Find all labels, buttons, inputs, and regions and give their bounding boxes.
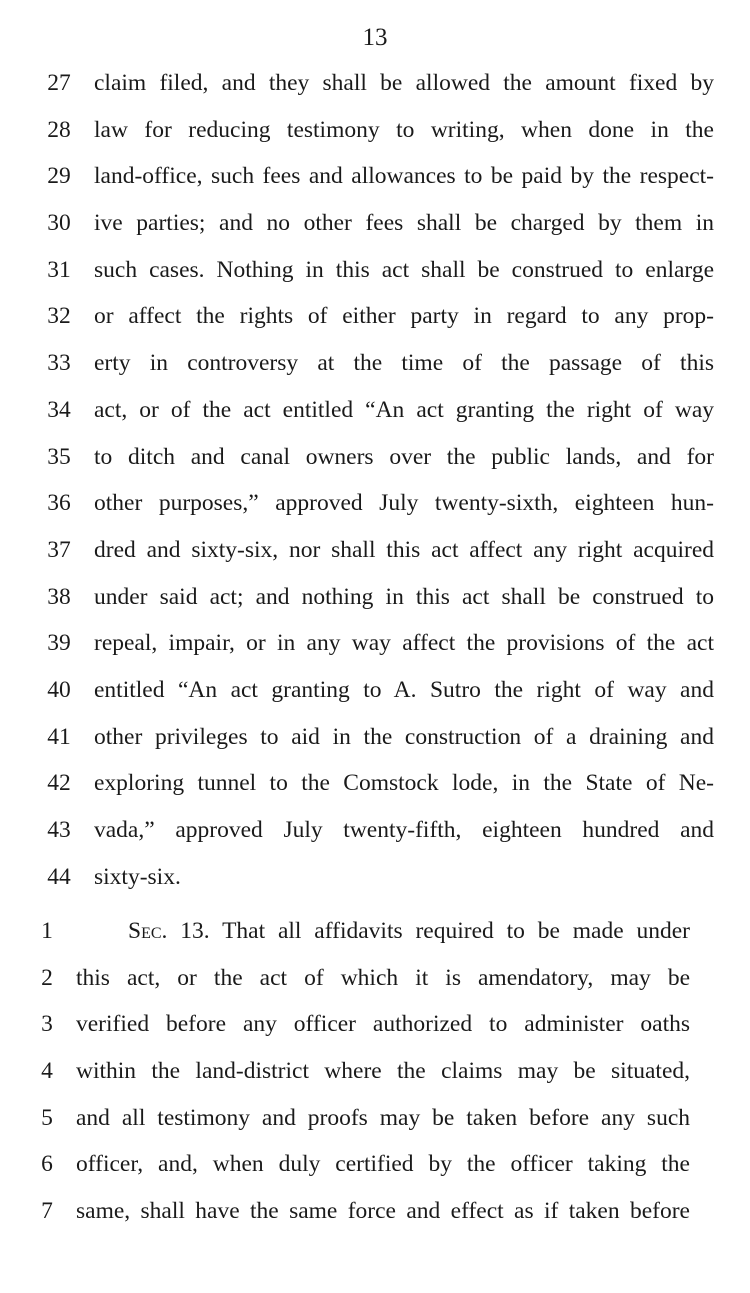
line-text: or affect the rights of either party in regard to any prop- (94, 303, 714, 330)
text-line (0, 918, 750, 965)
section-opening-line (128, 918, 690, 945)
text-line (0, 257, 750, 304)
line-text: sixty-six. (94, 863, 181, 890)
line-text: officer, and, when duly certified by the officer taking the (76, 1151, 690, 1178)
line-text: erty in controversy at the time of the passage of this (94, 350, 714, 377)
text-line (0, 70, 750, 117)
line-number: 31 (47, 256, 71, 283)
line-text: law for reducing testimony to writing, when done in the (94, 116, 714, 143)
text-line (0, 1198, 750, 1245)
line-number: 28 (47, 116, 71, 143)
text-line (0, 117, 750, 164)
line-number: 5 (41, 1104, 53, 1131)
statute-section-13 (0, 918, 750, 1245)
line-text: under said act; and nothing in this act shall be construed to (94, 583, 714, 610)
line-number: 30 (47, 210, 71, 237)
line-number: 7 (41, 1198, 53, 1225)
text-line (0, 1058, 750, 1105)
line-text: other privileges to aid in the construction of a draining and (94, 723, 714, 750)
text-line (0, 163, 750, 210)
line-text: this act, or the act of which it is amendatory, may be (76, 964, 690, 991)
line-text: act, or of the act entitled “An act granting the right of way (94, 396, 714, 423)
page-number: 13 (362, 24, 388, 51)
line-number: 40 (47, 676, 71, 703)
line-number: 33 (47, 350, 71, 377)
line-number: 44 (47, 863, 71, 890)
line-text: That all affidavits required to be made under (222, 918, 691, 944)
text-line (0, 350, 750, 397)
line-number: 41 (47, 723, 71, 750)
line-number: 2 (41, 964, 53, 991)
line-number: 39 (47, 630, 71, 657)
line-text: land-office, such fees and allowances to be paid by the respect- (94, 163, 714, 190)
line-text: other purposes,” approved July twenty-sixth, eighteen hun- (94, 490, 714, 517)
line-text: exploring tunnel to the Comstock lode, in the State of Ne- (94, 770, 714, 797)
statute-section-continued (0, 70, 750, 910)
line-number: 29 (47, 163, 71, 190)
text-line (0, 1011, 750, 1058)
text-line (0, 537, 750, 584)
text-line (0, 444, 750, 491)
text-line (0, 303, 750, 350)
line-number: 43 (47, 817, 71, 843)
text-line (0, 817, 750, 864)
line-text: ive parties; and no other fees shall be charged by them in (94, 210, 714, 237)
text-line (0, 677, 750, 724)
line-text: and all testimony and proofs may be taken before any such (76, 1104, 690, 1131)
text-line (0, 1151, 750, 1198)
line-text: verified before any officer authorized to administer oaths (76, 1011, 690, 1038)
text-line (0, 770, 750, 817)
line-number: 34 (47, 396, 71, 423)
line-number: 35 (47, 443, 71, 470)
line-text: vada,” approved July twenty-fifth, eighteen hundred and (94, 817, 714, 843)
text-line (0, 1105, 750, 1152)
text-line (0, 724, 750, 771)
line-number: 38 (47, 583, 71, 610)
section-heading: Sec. 13. (128, 918, 210, 944)
text-line (0, 490, 750, 537)
line-number: 42 (47, 770, 71, 797)
line-number: 4 (41, 1058, 53, 1085)
text-line (0, 397, 750, 444)
line-number: 27 (47, 70, 71, 96)
text-line (0, 864, 750, 911)
text-line (0, 584, 750, 631)
text-line (0, 210, 750, 257)
line-text: repeal, impair, or in any way affect the provisions of the act (94, 630, 714, 657)
text-line (0, 965, 750, 1012)
line-number: 6 (41, 1151, 53, 1178)
text-line (0, 630, 750, 677)
line-text: entitled “An act granting to A. Sutro the right of way and (94, 676, 714, 703)
line-number: 36 (47, 490, 71, 517)
line-text: dred and sixty-six, nor shall this act affect any right acquired (94, 536, 714, 563)
line-text: such cases. Nothing in this act shall be construed to enlarge (94, 256, 714, 283)
line-text: same, shall have the same force and effect as if taken before (76, 1198, 690, 1225)
line-number: 1 (41, 918, 53, 944)
line-text: within the land-district where the claims may be situated, (76, 1058, 690, 1085)
line-text: to ditch and canal owners over the public lands, and for (94, 443, 714, 470)
line-number: 3 (41, 1011, 53, 1038)
line-number: 32 (47, 303, 71, 330)
line-text: claim filed, and they shall be allowed the amount fixed by (94, 70, 714, 96)
line-number: 37 (47, 536, 71, 563)
